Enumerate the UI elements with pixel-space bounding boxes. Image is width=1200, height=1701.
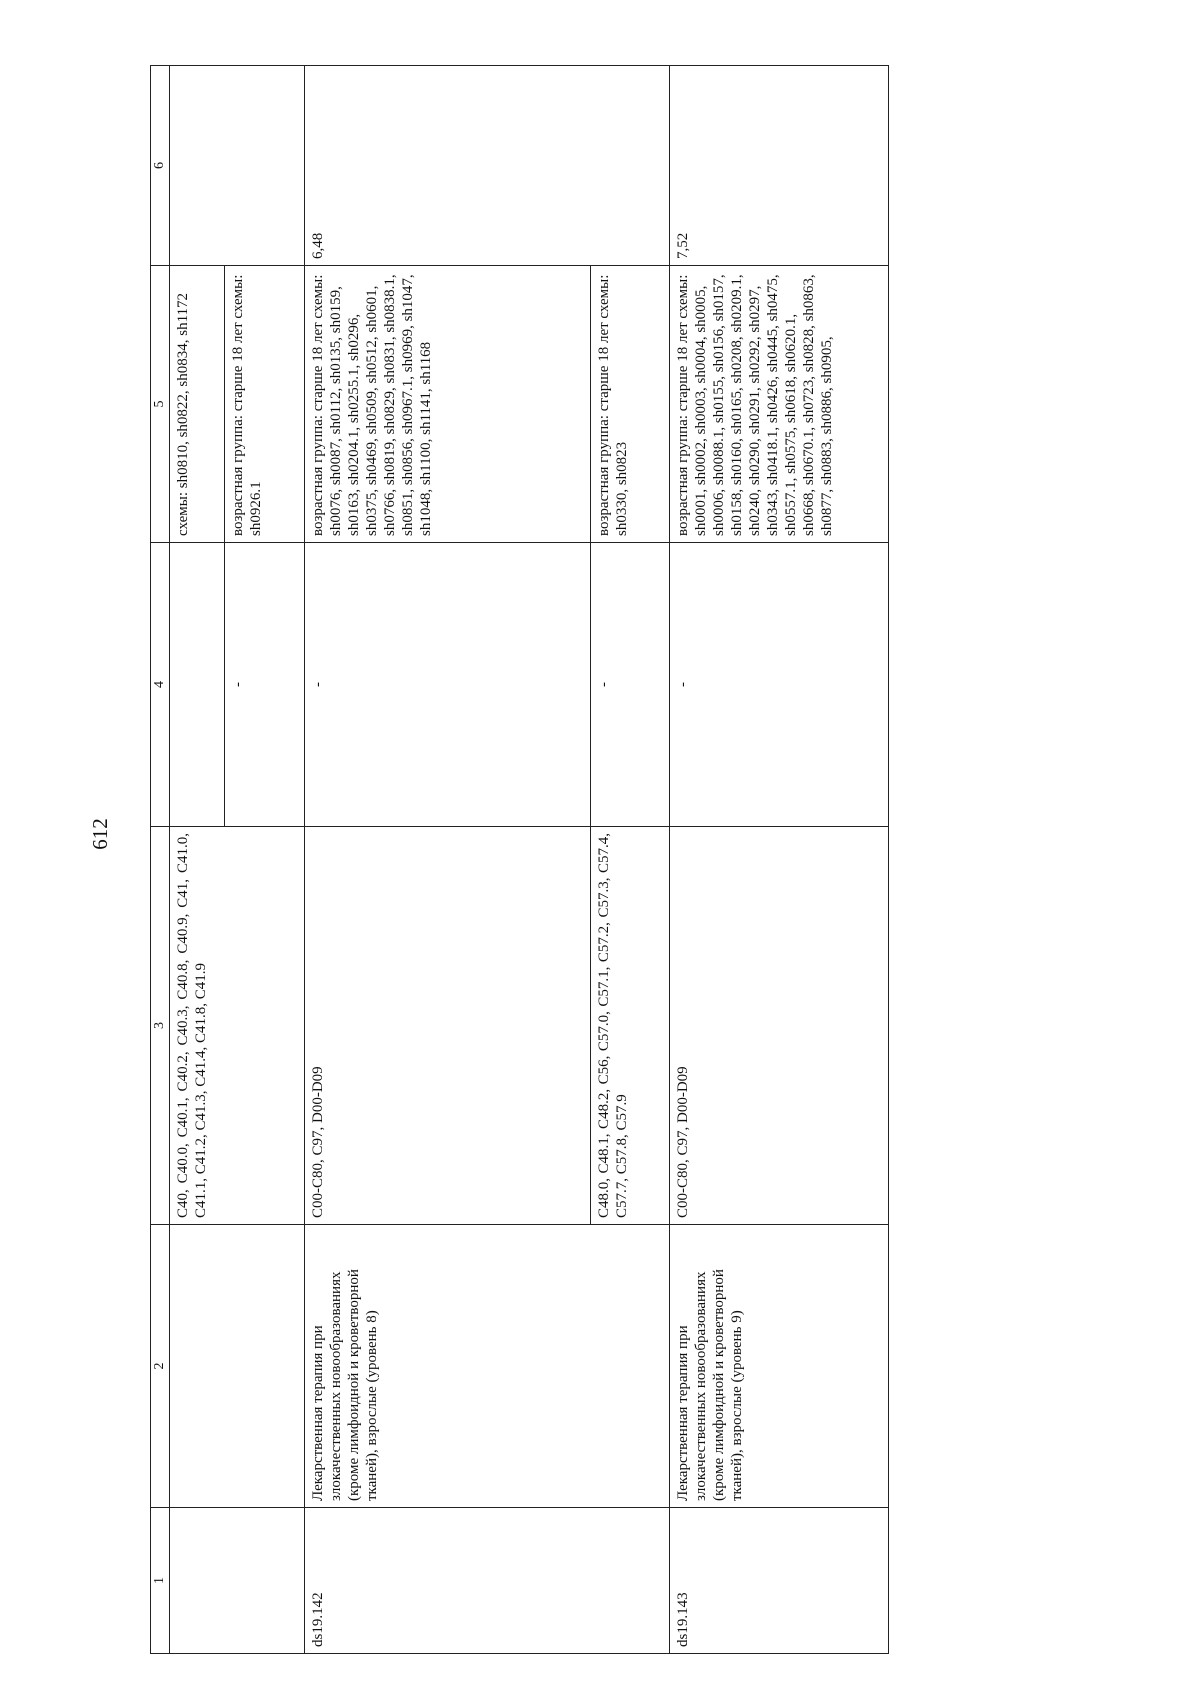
tariff-table [150,65,889,1654]
criteria-cell: возрастная группа: старше 18 лет схемы: sh0076, sh0087, sh0112, sh0135, sh0159, sh0163, sh0204.1, sh0255.1, sh0296, sh0375, sh0469, sh0509, sh0512, sh0601, sh0766, sh0819, sh0829, sh0831, sh0838.1, sh0851, sh0856, sh0967.1, sh0969, sh1047, sh1048, sh1100, sh1141, sh1168 [305,266,591,543]
column-number: 2 [151,1225,170,1508]
column-number: 5 [151,266,170,543]
dash-cell: - [591,543,670,827]
name-cell: Лекарственная терапия при злокачественных новообразованиях (кроме лимфоидной и кроветворной тканей), взрослые (уровень 9) [670,1225,889,1508]
column-number: 6 [151,66,170,266]
dash-cell: - [305,543,591,827]
code-cell: ds19.143 [670,1508,889,1654]
coefficient-cell: 6,48 [305,66,670,266]
criteria-cell: возрастная группа: старше 18 лет схемы: sh0926.1 [225,266,305,543]
code-cell [170,1508,305,1654]
dash-cell [170,543,225,827]
column-number: 3 [151,827,170,1225]
coefficient-cell [170,66,305,266]
table-row [670,66,889,1654]
column-number: 4 [151,543,170,827]
table-frame [150,66,1200,1654]
dash-cell: - [225,543,305,827]
icd-codes-cell: C00-C80, C97, D00-D09 [305,827,591,1225]
criteria-cell: возрастная группа: старше 18 лет схемы: sh0001, sh0002, sh0003, sh0004, sh0005, sh0006, sh0088.1, sh0155, sh0156, sh0157, sh0158, sh0160, sh0165, sh0208, sh0209.1, sh0240, sh0290, sh0291, sh0292, sh0297, sh0343, sh0418.1, sh0426, sh0445, sh0475, sh0557.1, sh0575, sh0618, sh0620.1, sh0668, sh0670.1, sh0723, sh0828, sh0863, sh0877, sh0883, sh0886, sh0905, [670,266,889,543]
table-row [305,66,591,1654]
icd-codes-cell: C00-C80, C97, D00-D09 [670,827,889,1225]
criteria-cell: возрастная группа: старше 18 лет схемы: sh0330, sh0823 [591,266,670,543]
page-number: 612 [88,818,112,850]
coefficient-cell: 7,52 [670,66,889,266]
dash-cell: - [670,543,889,827]
name-cell [170,1225,305,1508]
icd-codes-cell: C40, C40.0, C40.1, C40.2, C40.3, C40.8, C40.9, C41, C41.0, C41.1, C41.2, C41.3, C41.4, C41.8, C41.9 [170,827,305,1225]
code-cell: ds19.142 [305,1508,670,1654]
column-number: 1 [151,1508,170,1654]
column-number-row [151,66,170,1654]
criteria-cell: схемы: sh0810, sh0822, sh0834, sh1172 [170,266,225,543]
icd-codes-cell: C48.0, C48.1, C48.2, C56, C57.0, C57.1, C57.2, C57.3, C57.4, C57.7, C57.8, C57.9 [591,827,670,1225]
name-cell: Лекарственная терапия при злокачественных новообразованиях (кроме лимфоидной и кроветворной тканей), взрослые (уровень 8) [305,1225,670,1508]
table-row [170,66,225,1654]
